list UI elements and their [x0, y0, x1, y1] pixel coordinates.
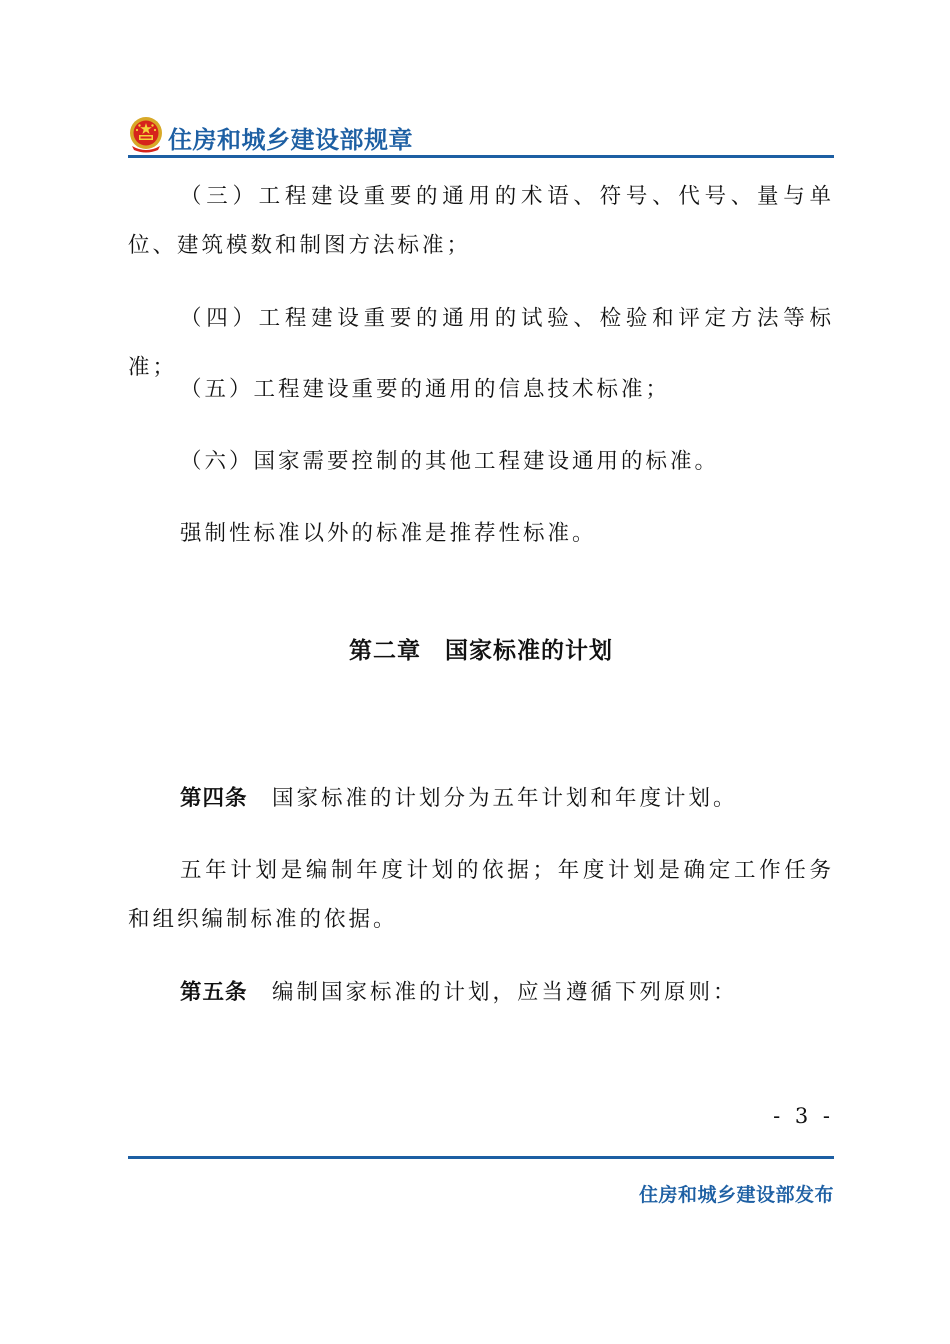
footer-divider	[128, 1156, 834, 1159]
article-5-text: 编制国家标准的计划，应当遵循下列原则：	[272, 980, 738, 1005]
clause-3: （三）工程建设重要的通用的术语、符号、代号、量与单位、建筑模数和制图方法标准；	[128, 184, 834, 258]
national-emblem-icon	[128, 116, 164, 154]
clause-6: （六）国家需要控制的其他工程建设通用的标准。	[180, 449, 720, 474]
recommended-standard-note: 强制性标准以外的标准是推荐性标准。	[180, 521, 597, 546]
page-number: - 3 -	[773, 1104, 834, 1128]
article-4	[128, 774, 834, 823]
clause-4: （四）工程建设重要的通用的试验、检验和评定方法等标准；	[128, 306, 834, 380]
article-4-text: 国家标准的计划分为五年计划和年度计划。	[272, 786, 738, 811]
header-title: 住房和城乡建设部规章	[168, 126, 413, 154]
article-4-label: 第四条	[180, 786, 248, 811]
page-header	[128, 114, 834, 158]
chapter-heading: 第二章 国家标准的计划	[349, 638, 613, 664]
clause-5: （五）工程建设重要的通用的信息技术标准；	[180, 377, 671, 402]
footer-publisher: 住房和城乡建设部发布	[638, 1184, 834, 1206]
article-5	[128, 968, 834, 1017]
plan-basis-paragraph: 五年计划是编制年度计划的依据；年度计划是确定工作任务和组织编制标准的依据。	[128, 858, 834, 932]
article-5-label: 第五条	[180, 980, 248, 1005]
header-divider	[128, 155, 834, 158]
